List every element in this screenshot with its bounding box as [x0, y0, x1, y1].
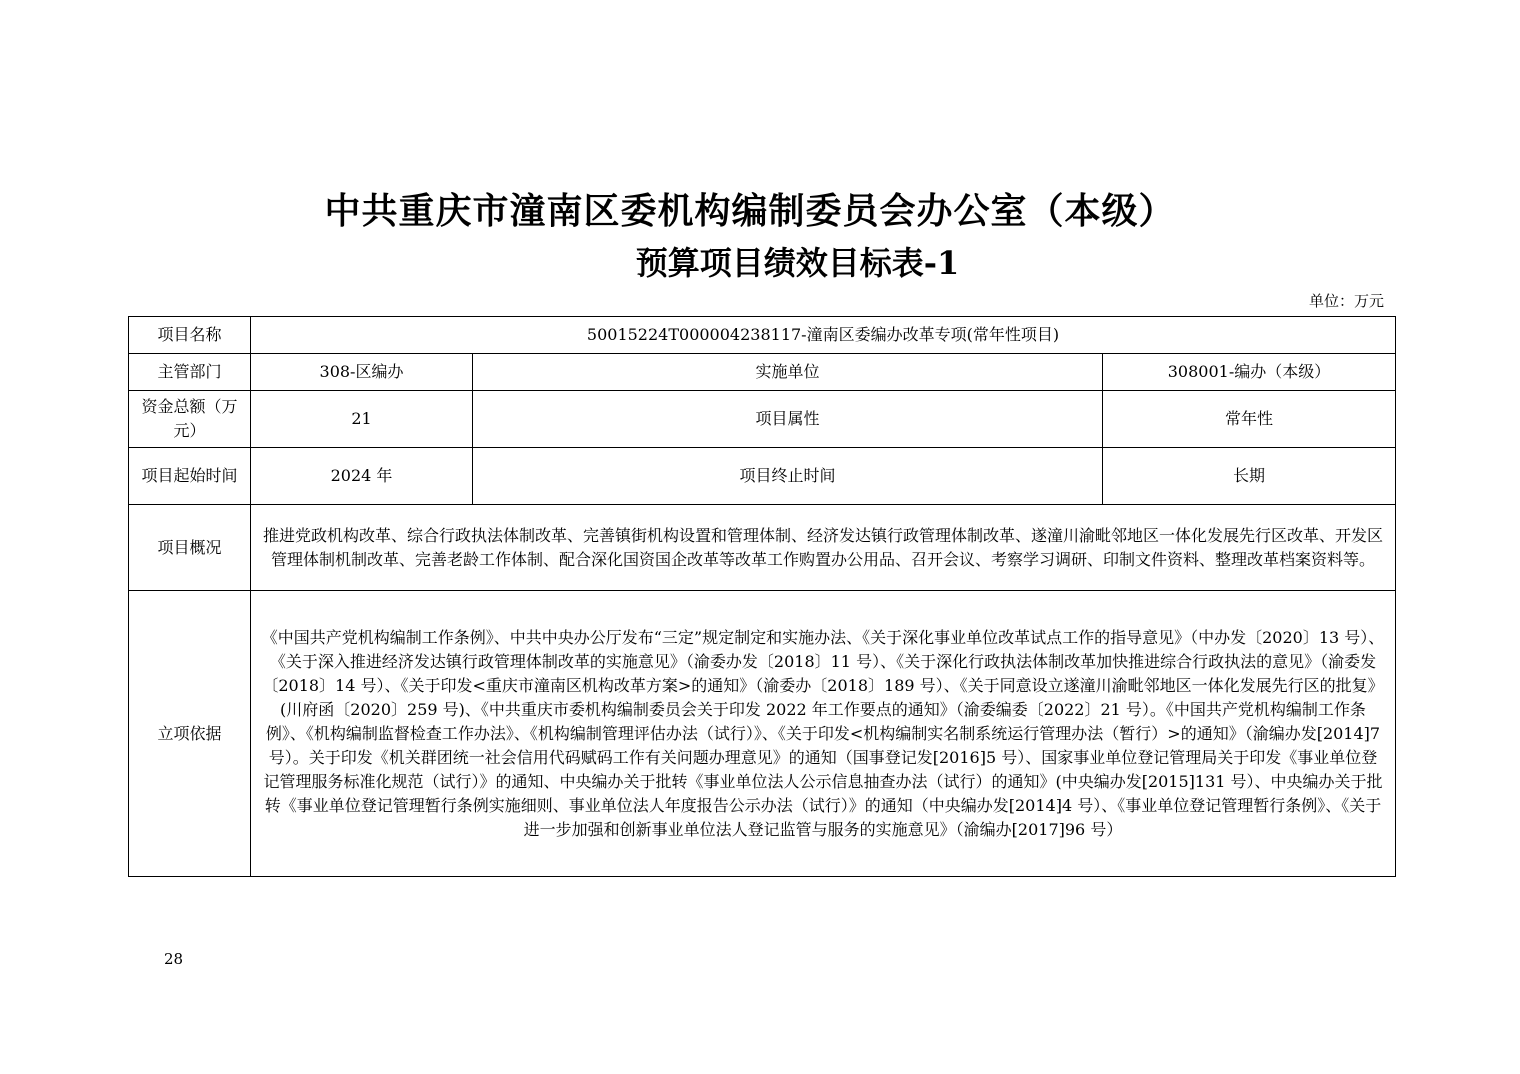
- overview-label: 项目概况: [129, 505, 251, 591]
- end-value: 长期: [1103, 448, 1396, 505]
- funds-label: 资金总额（万元）: [129, 391, 251, 448]
- start-value: 2024 年: [251, 448, 473, 505]
- funds-value: 21: [251, 391, 473, 448]
- table-row: [129, 391, 1396, 448]
- dept-value: 308-区编办: [251, 354, 473, 391]
- start-label: 项目起始时间: [129, 448, 251, 505]
- project-name-value: 50015224T000004238117-潼南区委编办改革专项(常年性项目): [251, 317, 1396, 354]
- impl-unit-label: 实施单位: [473, 354, 1103, 391]
- table-row: [129, 354, 1396, 391]
- unit-label: 单位：万元: [1308, 292, 1384, 310]
- table-row: [129, 505, 1396, 591]
- page-title: 中共重庆市潼南区委机构编制委员会办公室（本级）: [324, 190, 1176, 232]
- basis-text: 《中国共产党机构编制工作条例》、中共中央办公厅发布“三定”规定制定和实施办法、《关于深化事业单位改革试点工作的指导意见》（中办发〔2020〕13 号）、《关于深入推进经济发达镇行政管理体制改革的实施意见》（渝委办发〔2018〕11 号）、《关于深化行政执法体制改革加快推进综合行政执法的意见》（渝委发〔2018〕14 号）、《关于印发<重庆市潼南区机构改革方案>的通知》（渝委办〔2018〕189 号）、《关于同意设立遂潼川渝毗邻地区一体化发展先行区的批复》(川府函〔2020〕259 号)、《中共重庆市委机构编制委员会关于印发 2022 年工作要点的通知》（渝委编委〔2022〕21 号）。《中国共产党机构编制工作条例》、《机构编制监督检查工作办法》、《机构编制管理评估办法（试行）》、《关于印发<机构编制实名制系统运行管理办法（暂行）>的通知》（渝编办发[2014]7 号）。关于印发《机关群团统一社会信用代码赋码工作有关问题办理意见》的通知（国事登记发[2016]5 号）、国家事业单位登记管理局关于印发《事业单位登记管理服务标准化规范（试行）》的通知、中央编办关于批转《事业单位法人公示信息抽查办法（试行）的通知》(中央编办发[2015]131 号）、中央编办关于批转《事业单位登记管理暂行条例实施细则、事业单位法人年度报告公示办法（试行）》的通知（中央编办发[2014]4 号）、《事业单位登记管理暂行条例》、《关于进一步加强和创新事业单位法人登记监管与服务的实施意见》（渝编办[2017]96 号）: [251, 591, 1396, 877]
- page-number: 28: [164, 950, 184, 968]
- table-row: [129, 591, 1396, 877]
- attr-label: 项目属性: [473, 391, 1103, 448]
- impl-unit-value: 308001-编办（本级）: [1103, 354, 1396, 391]
- overview-text: 推进党政机构改革、综合行政执法体制改革、完善镇街机构设置和管理体制、经济发达镇行政管理体制改革、遂潼川渝毗邻地区一体化发展先行区改革、开发区管理体制机制改革、完善老龄工作体制、配合深化国资国企改革等改革工作购置办公用品、召开会议、考察学习调研、印制文件资料、整理改革档案资料等。: [251, 505, 1396, 591]
- page-subtitle: 预算项目绩效目标表-1: [635, 244, 960, 282]
- end-label: 项目终止时间: [473, 448, 1103, 505]
- project-name-label: 项目名称: [129, 317, 251, 354]
- dept-label: 主管部门: [129, 354, 251, 391]
- table-row: [129, 317, 1396, 354]
- basis-label: 立项依据: [129, 591, 251, 877]
- table-row: [129, 448, 1396, 505]
- budget-target-table: [128, 316, 1396, 877]
- attr-value: 常年性: [1103, 391, 1396, 448]
